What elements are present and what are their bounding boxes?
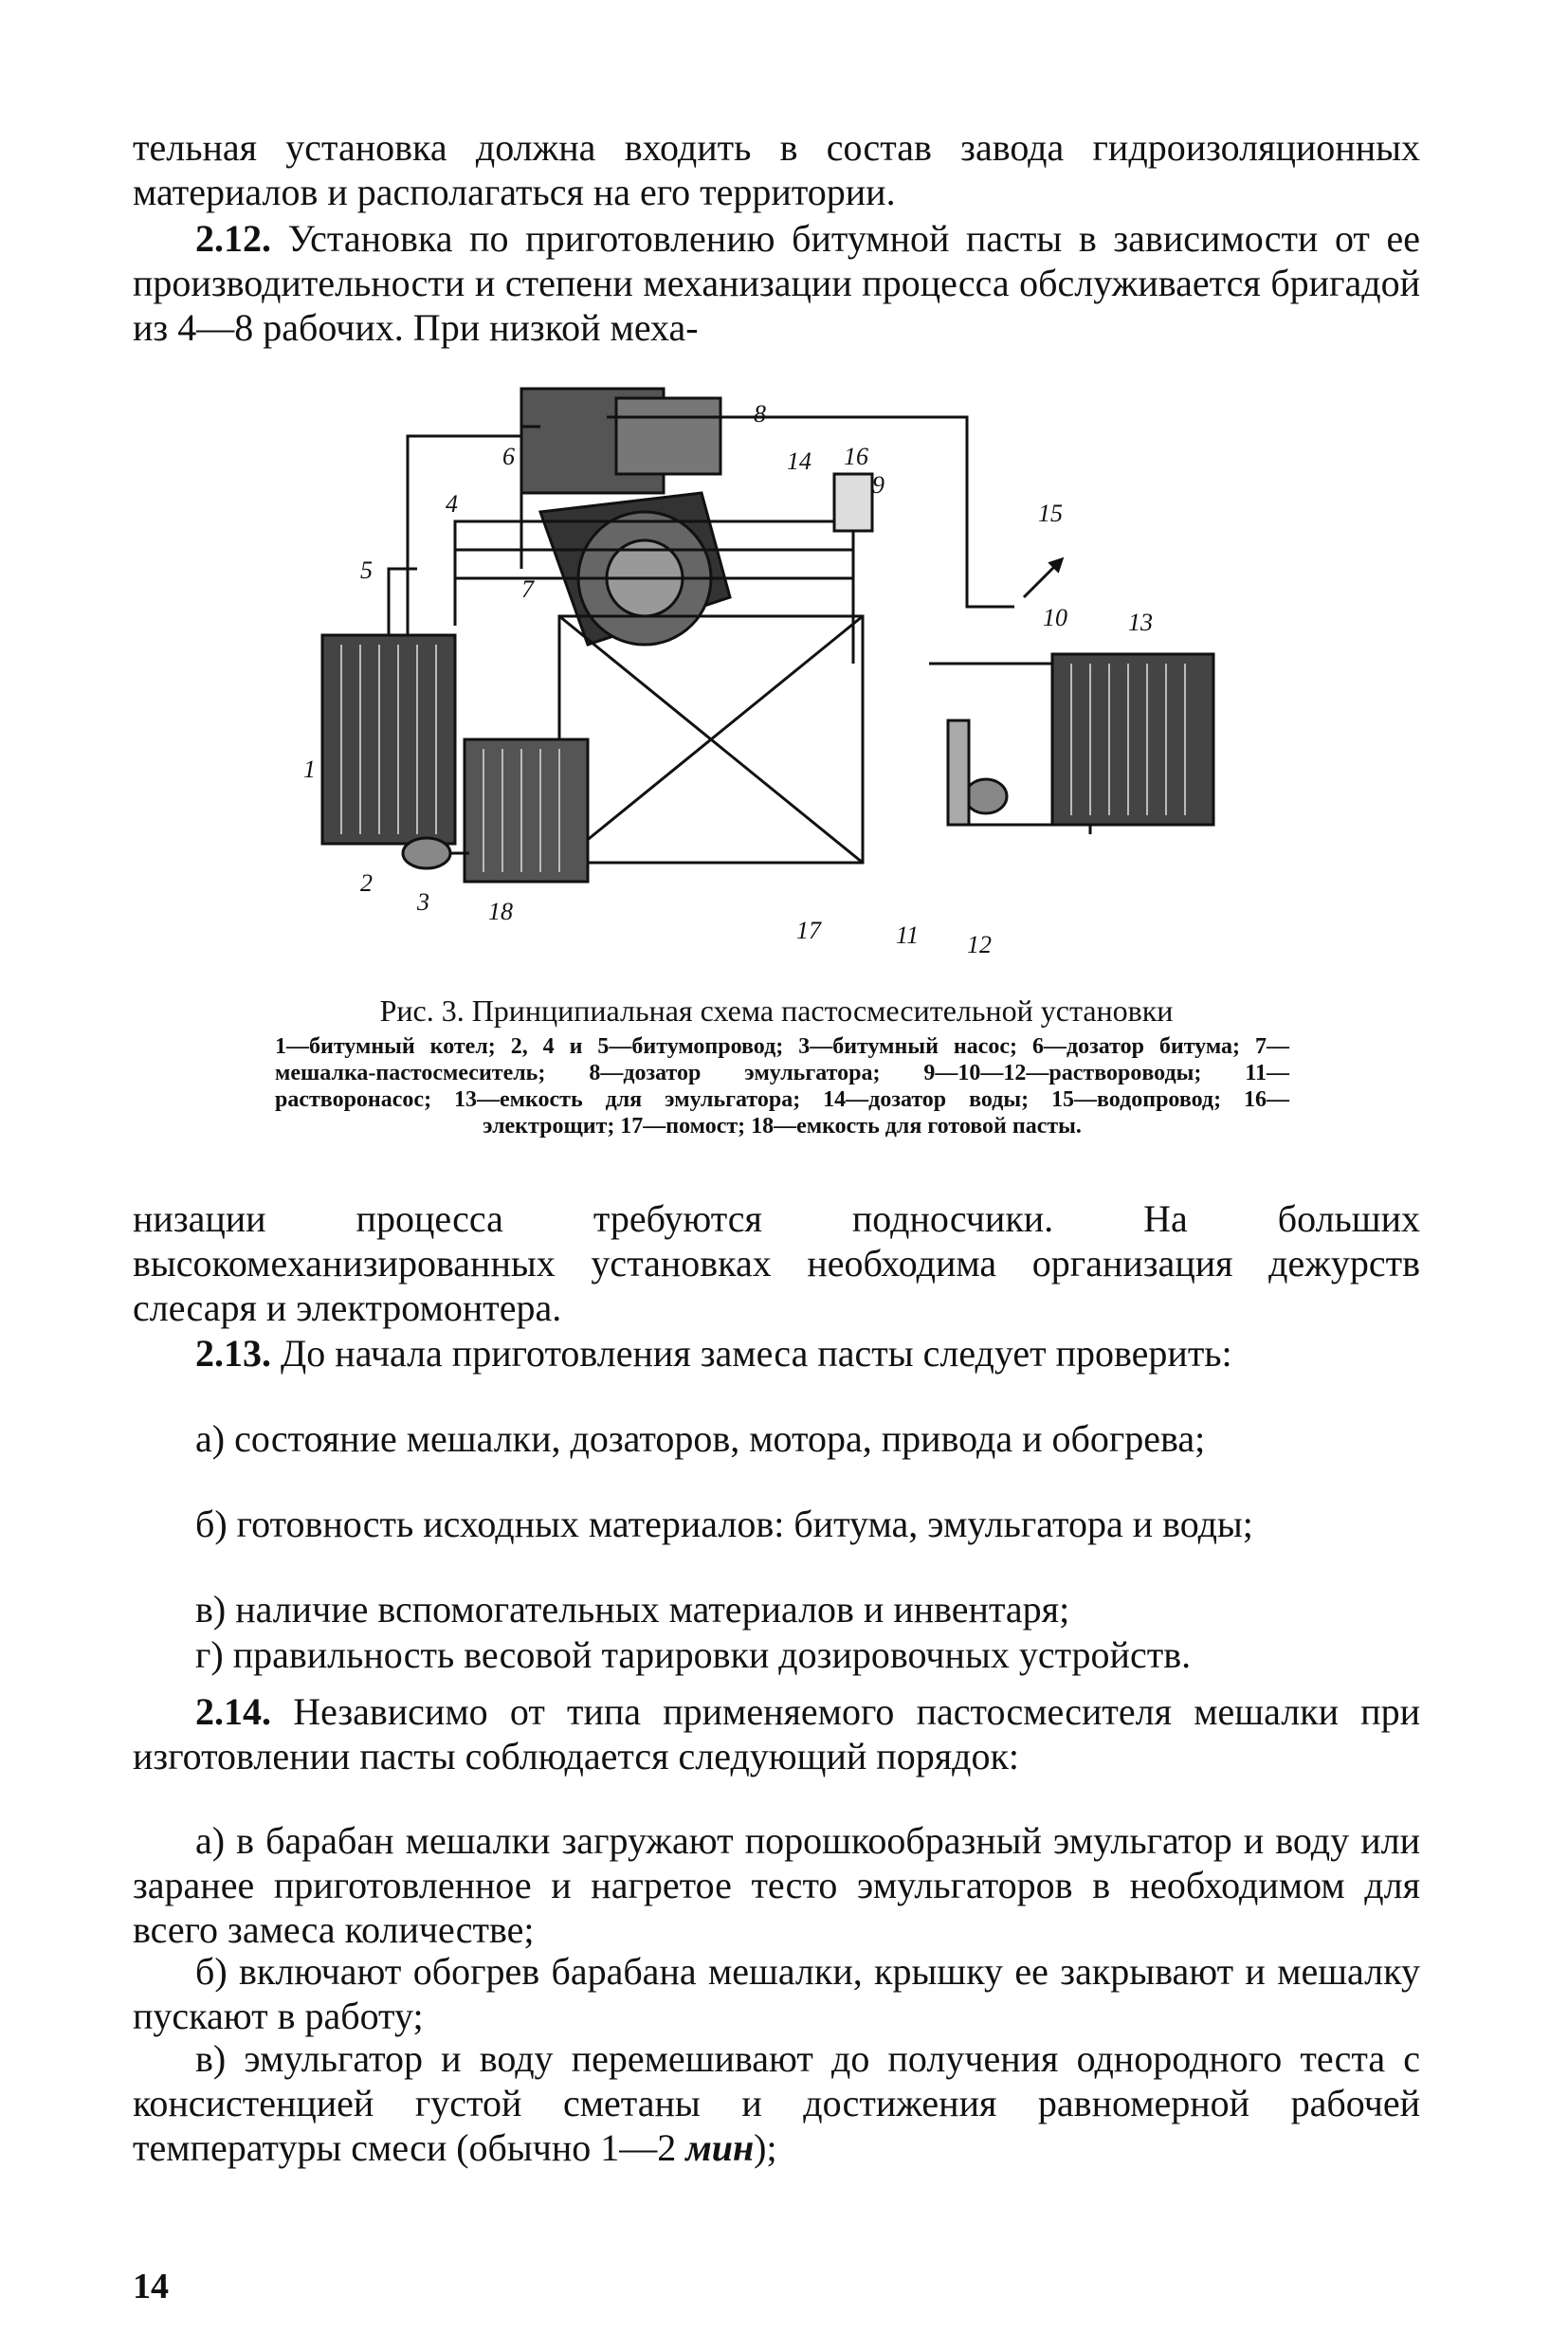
label-4: 4 <box>446 490 458 518</box>
step-c-end: ); <box>754 2126 777 2169</box>
solution-pump <box>965 779 1007 813</box>
label-17: 17 <box>796 917 821 944</box>
paragraph-continuation: тельная установка должна входить в состав завода гидроизоляционных материалов и располагаться на его территории. <box>133 126 1420 213</box>
installation-schematic-figure <box>303 379 1384 986</box>
label-3: 3 <box>417 888 429 916</box>
step-a: а) в барабан мешалки загружают порошкообразный эмульгатор и воду или заранее приготовленное и нагретое тесто эмульгаторов в необходимом для всего замеса количестве; <box>133 1819 1420 1951</box>
step-b: б) включают обогрев барабана мешалки, крышку ее закрывают и мешалку пускают в работу; <box>133 1950 1420 2037</box>
list-item-c: в) наличие вспомогательных материалов и инвентаря; <box>195 1588 1070 1631</box>
label-2: 2 <box>360 869 373 897</box>
emulsifier-dosing-bin <box>616 398 720 474</box>
section-number: 2.14. <box>195 1690 271 1733</box>
paragraph-text: Независимо от типа применяемого пастосмесителя мешалки при изготовлении пасты соблюдается следующий порядок: <box>133 1690 1420 1777</box>
unit-minutes: мин <box>685 2126 755 2169</box>
label-15: 15 <box>1038 500 1063 527</box>
bitumen-pump <box>403 838 450 868</box>
label-8: 8 <box>754 400 766 428</box>
step-c <box>133 2036 1420 2170</box>
paragraph-2-14 <box>133 1689 1420 1778</box>
label-14: 14 <box>787 447 811 475</box>
paragraph-2-12 <box>133 216 1420 350</box>
label-12: 12 <box>967 931 992 958</box>
label-11: 11 <box>896 921 920 949</box>
label-9: 9 <box>872 471 884 499</box>
label-5: 5 <box>360 556 373 584</box>
list-item-a: а) состояние мешалки, дозаторов, мотора, привода и обогрева; <box>195 1417 1206 1460</box>
section-number: 2.13. <box>195 1332 271 1375</box>
list-item-b: б) готовность исходных материалов: битума, эмульгатора и воды; <box>195 1503 1253 1545</box>
label-13: 13 <box>1128 609 1153 636</box>
figure-caption-title: Рис. 3. Принципиальная схема пастосмесительной установки <box>379 993 1174 1028</box>
label-1: 1 <box>303 756 316 783</box>
paragraph-text: До начала приготовления замеса пасты следует проверить: <box>281 1332 1232 1375</box>
paragraph-2-13 <box>133 1331 1420 1376</box>
figure-caption-legend: 1—битумный котел; 2, 4 и 5—битумопровод; 3—битумный насос; 6—дозатор битума; 7—мешалка-пастосмеситель; 8—дозатор эмульгатора; 9—10—12—растворoводы; 11—растворонасос; 13—емкость для эмульгатора; 14—дозатор воды; 15—водопровод; 16—электрощит; 17—помост; 18—емкость для готовой пасты. <box>275 1034 1289 1139</box>
label-10: 10 <box>1043 604 1067 631</box>
emulsifier-tank <box>1052 654 1213 825</box>
label-18: 18 <box>488 898 513 925</box>
label-16: 16 <box>844 443 868 470</box>
page-number: 14 <box>133 2267 169 2306</box>
label-6: 6 <box>502 443 515 470</box>
electric-panel <box>834 474 872 531</box>
step-c-text: в) эмульгатор и воду перемешивают до получения однородного теста с консистенцией густой сметаны и достижения равномерной рабочей температуры смеси (обычно 1—2 <box>133 2037 1420 2169</box>
list-item-d: г) правильность весовой тарировки дозировочных устройств. <box>195 1633 1192 1676</box>
label-7: 7 <box>521 575 534 603</box>
paragraph-text: Установка по приготовлению битумной пасты в зависимости от ее производительности и степени механизации процесса обслуживается бригадой из 4—8 рабочих. При низкой меха- <box>133 217 1421 349</box>
paragraph-continuation-2: низации процесса требуются подносчики. На больших высокомеханизированных установках необходима организация дежурств слесаря и электромонтера. <box>133 1197 1420 1329</box>
section-number: 2.12. <box>195 217 271 260</box>
